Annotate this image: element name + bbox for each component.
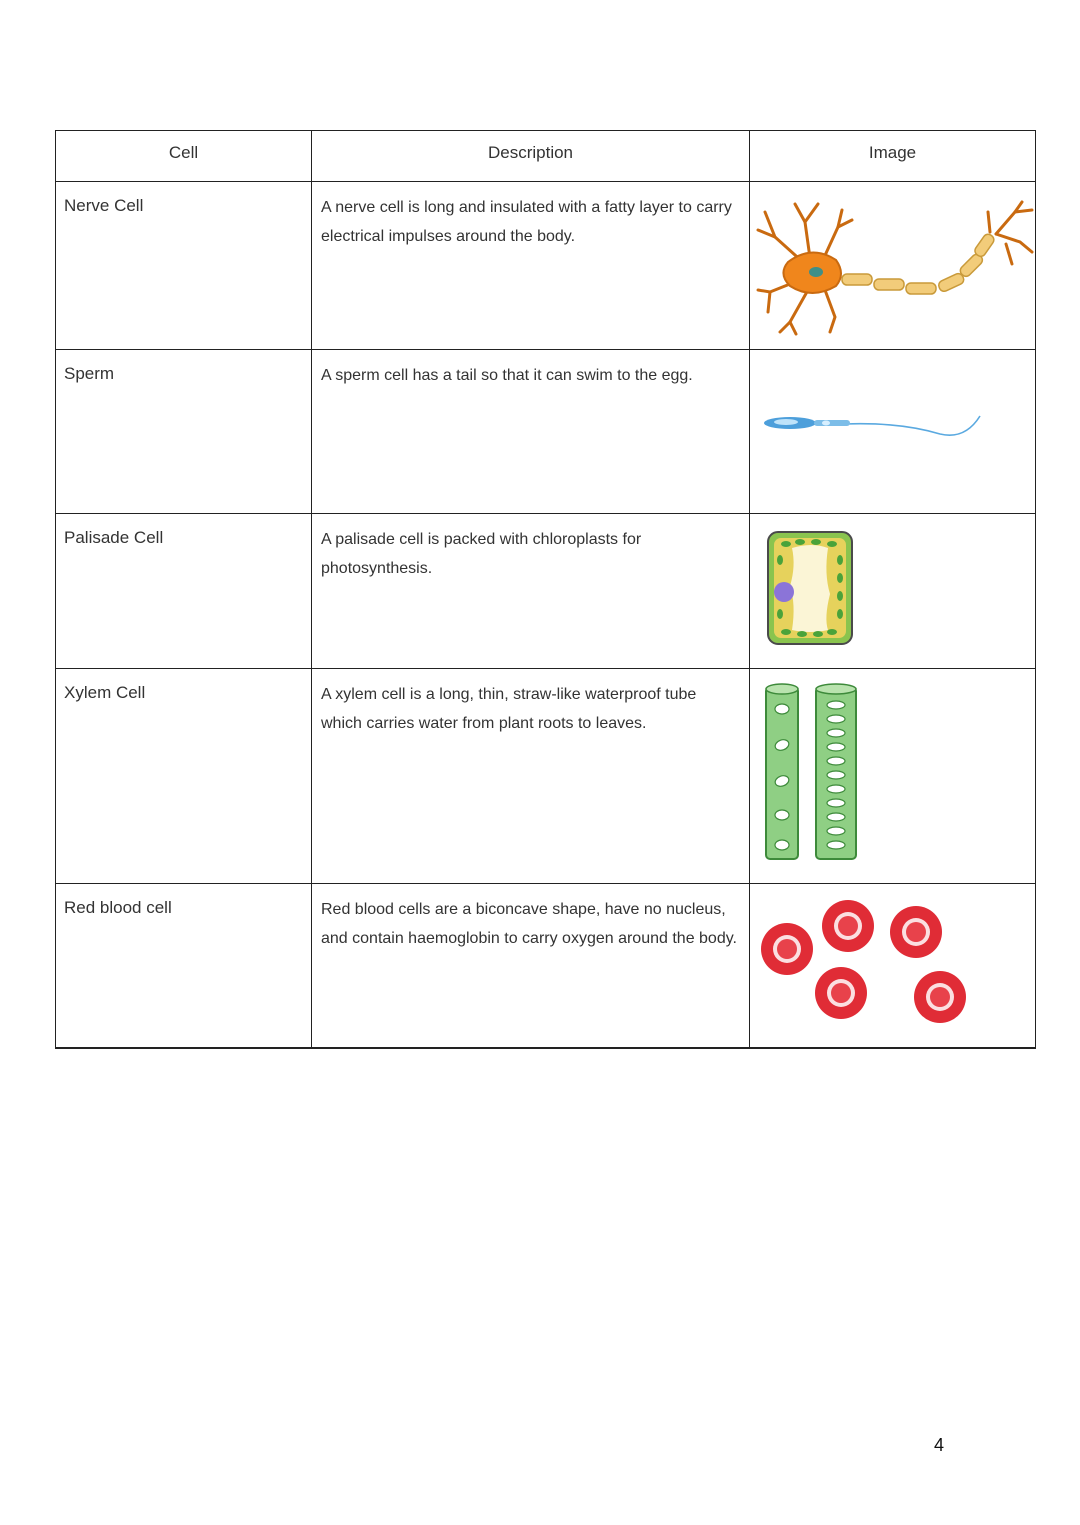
cell-table (55, 130, 1036, 1049)
palisade-cell-illustration (750, 514, 1035, 669)
row-description: A nerve cell is long and insulated with a fatty layer to carry electrical impulses around the body. (312, 182, 750, 350)
red-blood-cell (815, 967, 867, 1019)
row-description: A palisade cell is packed with chloroplasts for photosynthesis. (312, 514, 750, 669)
header-cell: Cell (56, 131, 312, 182)
red-blood-cells-illustration (750, 884, 1035, 1048)
red-blood-cell (822, 900, 874, 952)
xylem-cell-illustration (750, 669, 1035, 884)
row-description: A xylem cell is a long, thin, straw-like waterproof tube which carries water from plant roots to leaves. (312, 669, 750, 884)
red-blood-cell (890, 906, 942, 958)
row-name: Xylem Cell (56, 669, 312, 884)
header-image: Image (750, 131, 1035, 182)
header-description: Description (312, 131, 750, 182)
sperm-cell-illustration (750, 350, 1035, 514)
row-name: Palisade Cell (56, 514, 312, 669)
nerve-cell-illustration (750, 182, 1035, 350)
row-name: Nerve Cell (56, 182, 312, 350)
red-blood-cell (761, 923, 813, 975)
row-name: Sperm (56, 350, 312, 514)
page-number: 4 (934, 1435, 945, 1455)
row-description: Red blood cells are a biconcave shape, have no nucleus, and contain haemoglobin to carry oxygen around the body. (312, 884, 750, 1048)
row-name: Red blood cell (56, 884, 312, 1048)
red-blood-cell (914, 971, 966, 1023)
row-description: A sperm cell has a tail so that it can swim to the egg. (312, 350, 750, 514)
